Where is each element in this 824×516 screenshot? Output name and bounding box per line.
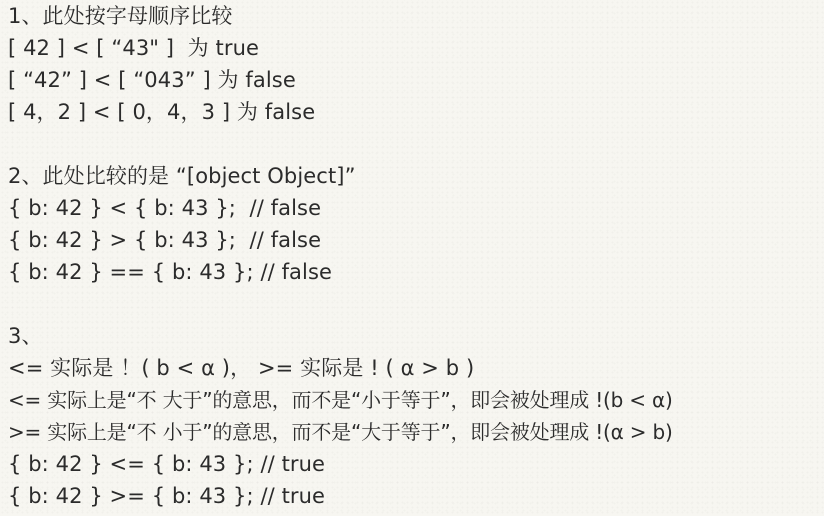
section-3-line-5: { b: 42 } >= { b: 43 }; // true (8, 484, 326, 508)
section-2-line-1: { b: 42 } < { b: 43 }; // false (8, 196, 322, 220)
section-3-line-2: <= 实际上是“不 大于”的意思，而不是“小于等于”，即会被处理成 !(b < α) (8, 388, 673, 412)
section-2-line-3: { b: 42 } == { b: 43 }; // false (8, 260, 333, 284)
section-3-heading: 3、 (8, 324, 43, 348)
section-2-heading: 2、此处比较的是 “[object Object]” (8, 164, 356, 188)
section-1-line-2: [ “42” ] < [ “043” ] 为 false (8, 68, 296, 92)
blank-line (8, 128, 824, 160)
section-1-line-3: [ 4，2 ] < [ 0，4，3 ] 为 false (8, 100, 316, 124)
section-1-line-1: [ 42 ] < [ “43" ] 为 true (8, 36, 260, 60)
section-2-line-2: { b: 42 } > { b: 43 }; // false (8, 228, 322, 252)
blank-line (8, 288, 824, 320)
section-3-line-4: { b: 42 } <= { b: 43 }; // true (8, 452, 326, 476)
section-3-line-3: >= 实际上是“不 小于”的意思，而不是“大于等于”，即会被处理成 !(α > b) (8, 420, 673, 444)
section-3-line-1: <= 实际是 ！( b < α )， >= 实际是 ! ( α > b ) (8, 356, 475, 380)
section-1-heading: 1、此处按字母顺序比较 (8, 4, 233, 28)
